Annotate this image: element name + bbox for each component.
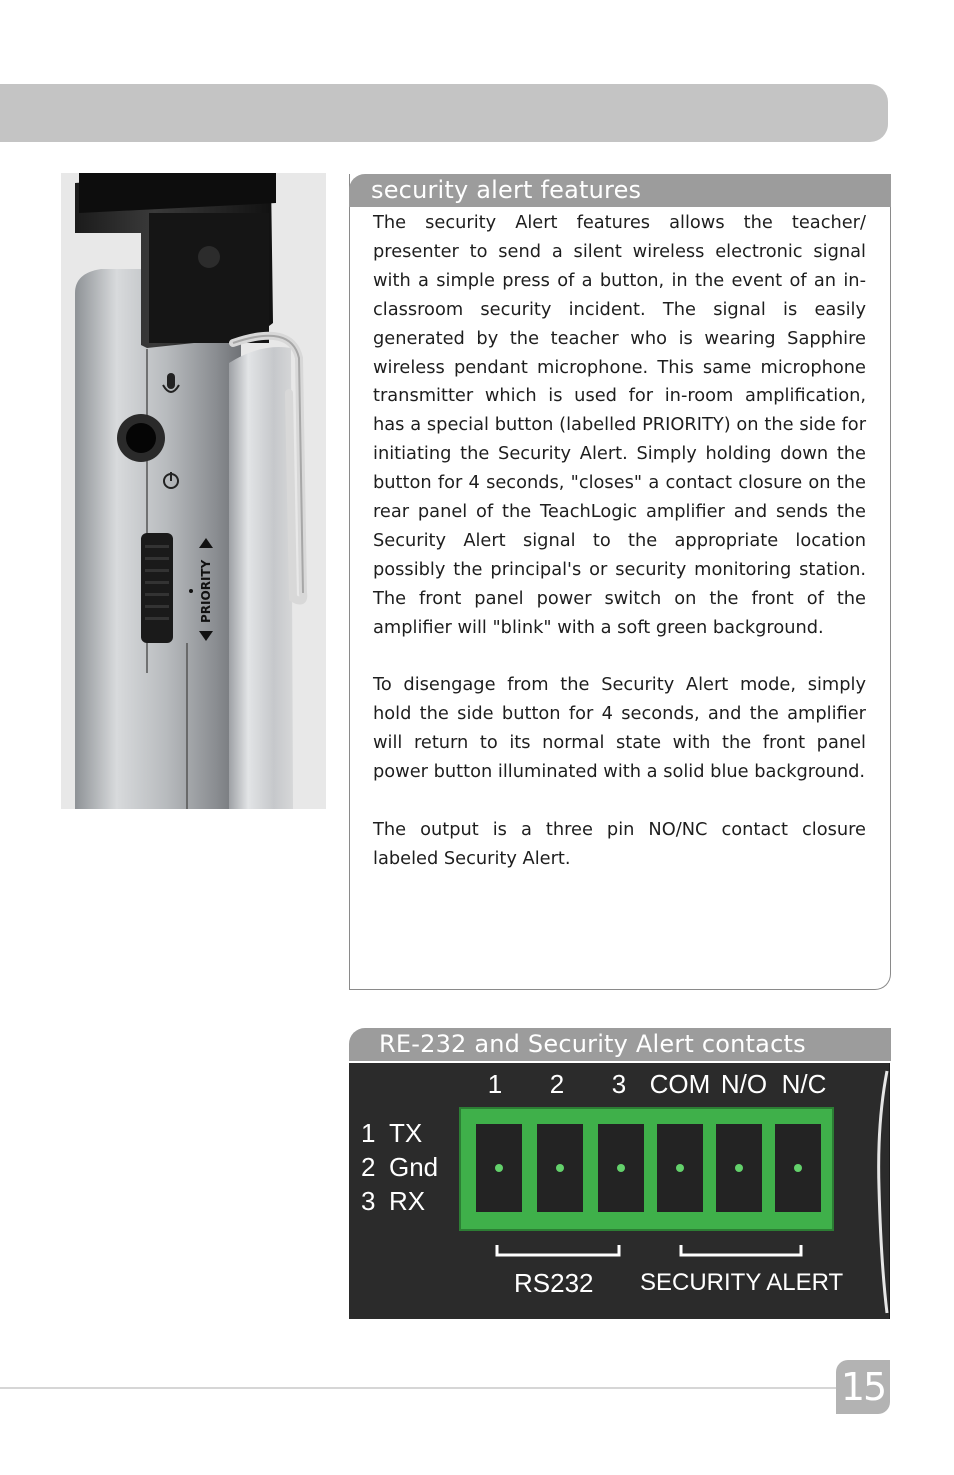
legend-name: TX xyxy=(389,1118,423,1148)
security-features-header xyxy=(349,174,891,207)
paragraph: The output is a three pin NO/NC contact closure labeled Security Alert. xyxy=(373,819,866,869)
paragraph: To disengage from the Security Alert mode, simply hold the side button for 4 seconds, and the amplifier will return to its normal state with the front panel power button illuminated with a solid blue background. xyxy=(373,674,866,783)
legend-num: 3 xyxy=(361,1186,376,1216)
connector-photo xyxy=(349,1063,890,1319)
connector-illustration xyxy=(349,1063,890,1319)
section-title: security alert features xyxy=(371,176,642,204)
pin-label: 1 xyxy=(487,1069,503,1099)
header-bar xyxy=(0,84,888,142)
rs232-label: RS232 xyxy=(514,1268,594,1298)
security-features-text xyxy=(373,209,866,874)
pin-label: COM xyxy=(649,1069,711,1099)
legend-name: RX xyxy=(389,1186,426,1216)
paragraph: The security Alert features allows the teacher/ presenter to send a silent wireless electronic signal with a simple press of a button, in the event of an in-classroom security incident. The signal is easily generated by the teacher who is wearing Sapphire wireless pendant microphone. This same microphone transmitter which is used for in-room amplification, has a special button (labelled PRIORITY) on the side for initiating the Security Alert. Simply holding down the button for 4 seconds, "closes" a contact closure on the rear panel of the TeachLogic amplifier and sends the Security Alert signal to the appropriate location possibly the principal's or security monitoring station. The front panel power switch on the front of the amplifier will "blink" with a soft green background. xyxy=(373,212,866,638)
section-title: RE-232 and Security Alert contacts xyxy=(379,1030,806,1058)
pin-label: N/O xyxy=(720,1069,768,1099)
microphone-illustration xyxy=(61,173,326,809)
legend-num: 2 xyxy=(361,1152,376,1182)
legend-num: 1 xyxy=(361,1118,376,1148)
pin-label: N/C xyxy=(781,1069,827,1099)
microphone-photo xyxy=(61,173,326,809)
pin-label: 2 xyxy=(549,1069,565,1099)
pin-label: 3 xyxy=(611,1069,627,1099)
legend-name: Gnd xyxy=(389,1152,439,1182)
contacts-header xyxy=(349,1028,891,1061)
priority-label: PRIORITY xyxy=(199,559,213,623)
security-alert-label: SECURITY ALERT xyxy=(640,1269,844,1296)
footer-rule xyxy=(0,1387,838,1389)
page-number: 15 xyxy=(836,1360,890,1414)
